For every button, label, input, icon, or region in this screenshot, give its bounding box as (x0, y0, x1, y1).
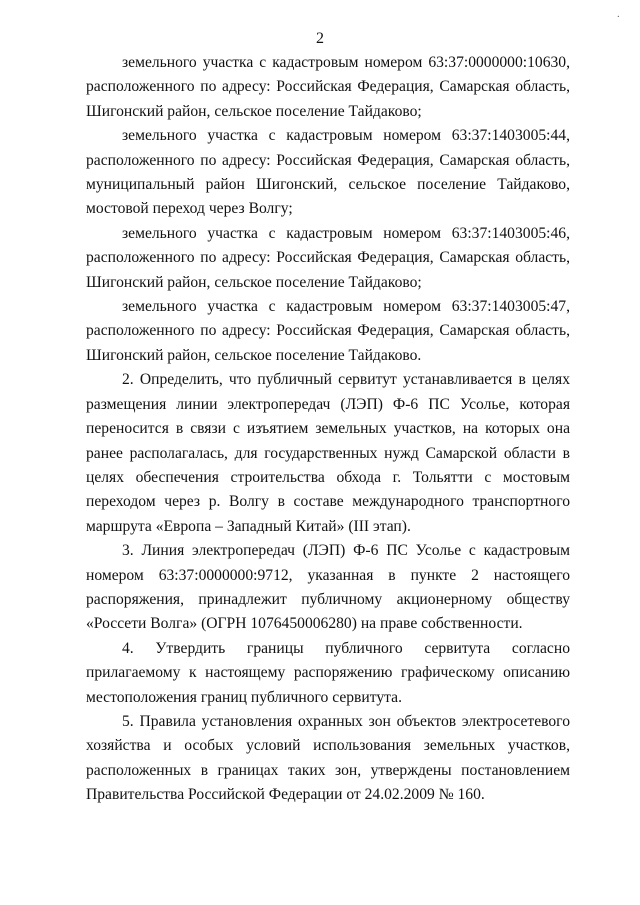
paragraph-item-5: 5. Правила установления охранных зон объектов электросетевого хозяйства и особых условий использования земельных участков, расположенных в границах таких зон, утверждены постановлением Правительства Российской Федерации от 24.02.2009 № 160. (86, 712, 570, 804)
paragraph-land-plot-47: земельного участка с кадастровым номером 63:37:1403005:47, расположенного по адресу: Российская Федерация, Самарская область, Шигонский район, сельское поселение Тайдаково. (86, 298, 570, 364)
document-body (86, 51, 570, 808)
page-number: 2 (316, 30, 324, 47)
paragraph-item-3: 3. Линия электропередач (ЛЭП) Ф-6 ПС Усолье с кадастровым номером 63:37:0000000:9712, указанная в пункте 2 настоящего распоряжения, принадлежит публичному акционерному обществу «Россети Волга» (ОГРН 1076450006280) на праве собственности. (86, 542, 570, 633)
paragraph-land-plot-46: земельного участка с кадастровым номером 63:37:1403005:46, расположенного по адресу: Российская Федерация, Самарская область, Шигонский район, сельское поселение Тайдаково; (86, 224, 570, 291)
paragraph-item-2: 2. Определить, что публичный сервитут устанавливается в целях размещения линии электропередач (ЛЭП) Ф-6 ПС Усолье, которая переносится в связи с изъятием земельных участков, на которых она ранее располагалась, для государственных нужд Самарской области в целях обеспечения строительства обхода г. Тольятти с мостовым переходом через р. Волгу в составе международного транспортного маршрута «Европа – Западный Китай» (III этап). (86, 371, 570, 535)
scan-mark: · (616, 12, 620, 23)
paragraph-land-plot-10630: земельного участка с кадастровым номером 63:37:0000000:10630, расположенного по адресу: Российская Федерация, Самарская область, Шигонский район, сельское поселение Тайдаково; (86, 54, 570, 120)
paragraph-land-plot-44: земельного участка с кадастровым номером 63:37:1403005:44, расположенного по адресу: Российская Федерация, Самарская область, муниципальный район Шигонский, сельское поселение Тайдаково, мостовой переход через Волгу; (86, 127, 570, 218)
paragraph-item-4: 4. Утвердить границы публичного сервитута согласно прилагаемому к настоящему распоряжению графическому описанию местоположения границ публичного сервитута. (86, 639, 570, 706)
